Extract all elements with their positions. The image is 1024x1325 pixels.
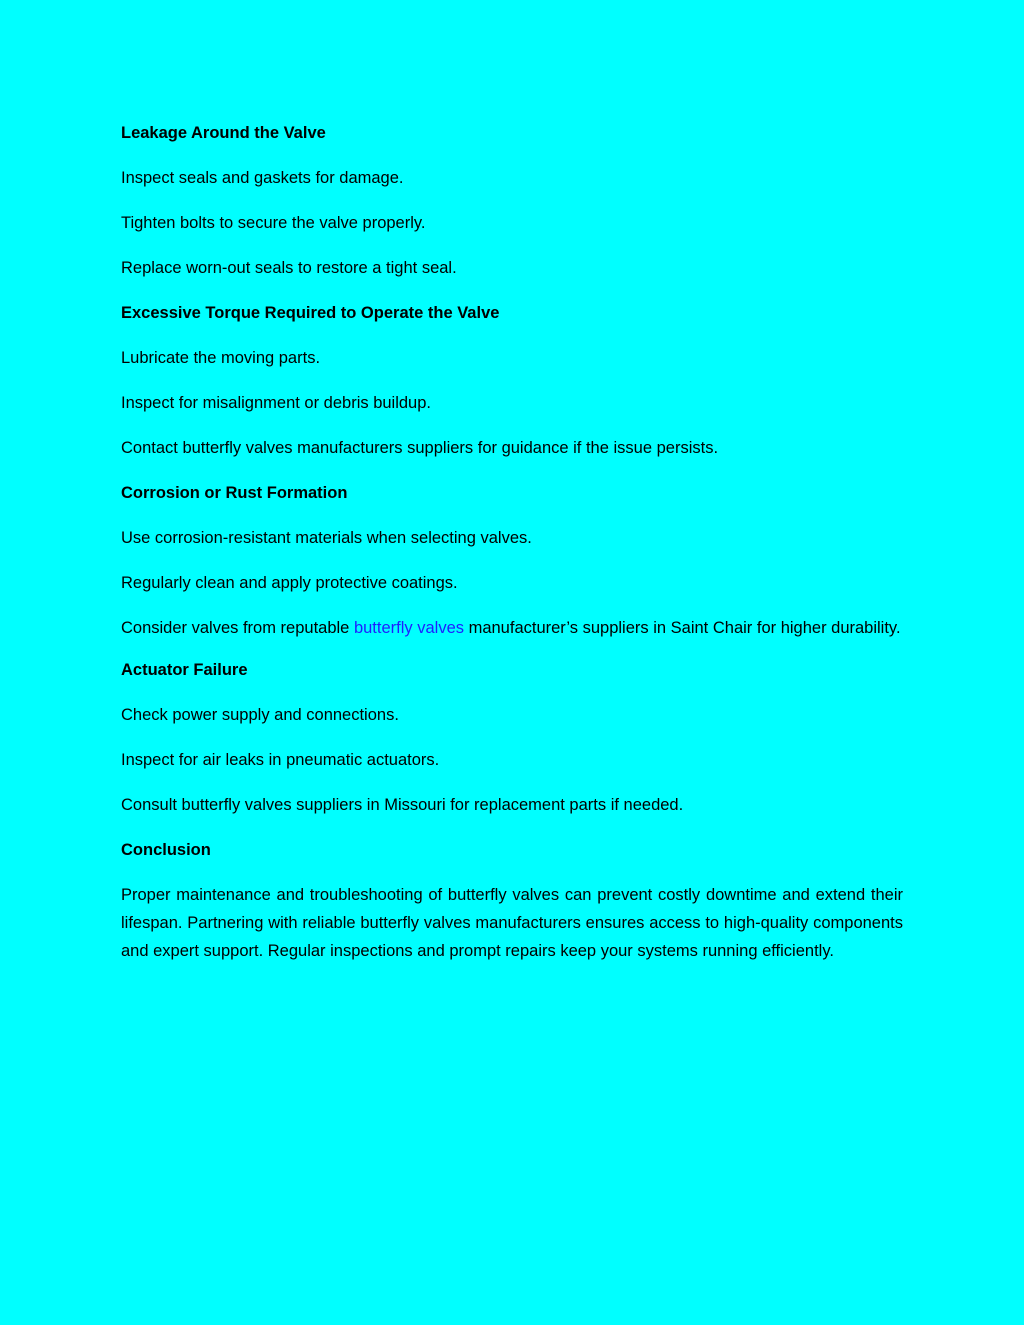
section-item: Inspect for misalignment or debris buildup. [121, 394, 431, 412]
section-item: Check power supply and connections. [121, 706, 399, 724]
section-item: Inspect for air leaks in pneumatic actuators. [121, 751, 440, 769]
section-heading-torque: Excessive Torque Required to Operate the Valve [121, 304, 500, 322]
butterfly-valves-link[interactable]: butterfly valves [353, 619, 464, 637]
section-heading-leakage: Leakage Around the Valve [121, 124, 326, 142]
section-item: Replace worn-out seals to restore a tight seal. [121, 259, 457, 277]
conclusion-paragraph: Proper maintenance and troubleshooting of butterfly valves can prevent costly downtime and extend their lifespan. Partnering with reliable butterfly valves manufacturers ensures access to high-quality components and expert support. Regular inspections and prompt repairs keep your systems running efficiently. [121, 886, 903, 960]
section-item: Inspect seals and gaskets for damage. [121, 169, 404, 187]
section-heading-corrosion: Corrosion or Rust Formation [121, 484, 348, 502]
section-item: Use corrosion-resistant materials when selecting valves. [121, 529, 532, 547]
link-paragraph [121, 614, 903, 642]
conclusion-heading: Conclusion [121, 841, 211, 859]
section-item: Regularly clean and apply protective coatings. [121, 574, 458, 592]
section-item: Consult butterfly valves suppliers in Missouri for replacement parts if needed. [121, 796, 684, 814]
section-item: Tighten bolts to secure the valve properly. [121, 214, 426, 232]
section-heading-actuator: Actuator Failure [121, 661, 248, 679]
link-paragraph-after: manufacturer’s suppliers in Saint Chair for higher durability. [464, 619, 901, 637]
section-item: Lubricate the moving parts. [121, 349, 321, 367]
section-item: Contact butterfly valves manufacturers suppliers for guidance if the issue persists. [121, 439, 719, 457]
link-paragraph-before: Consider valves from reputable [121, 619, 354, 637]
